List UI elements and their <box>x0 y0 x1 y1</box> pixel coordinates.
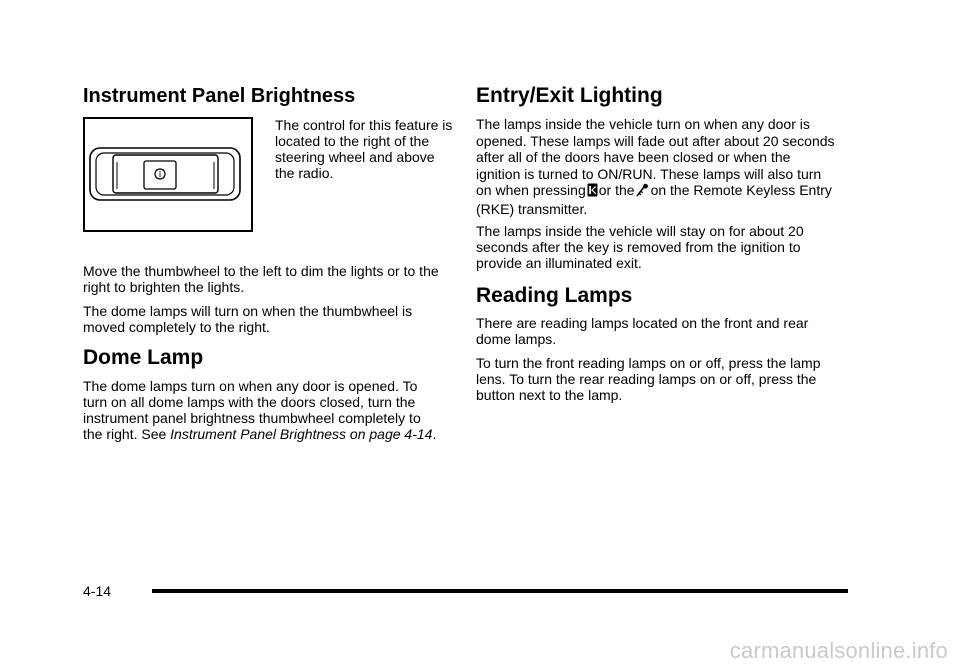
paragraph: The lamps inside the vehicle will stay on for about 20 seconds after the key is removed from the ignition to provide an illuminated exit. <box>476 223 804 271</box>
paragraph-text: The lamps inside the vehicle turn on when any door is opened. These lamps will fade out after about 20 seconds after all of the doors have been closed or when the ignition is turned to ON/RUN. These lamps will also turn on when pressing <box>476 116 835 198</box>
section-title-reading-lamps: Reading Lamps <box>476 284 633 307</box>
lock-icon <box>636 183 650 201</box>
paragraph-text: . <box>432 426 437 442</box>
paragraph-text: or the <box>598 182 635 198</box>
footer-rule <box>152 589 848 593</box>
paragraph-text: on the Remote Keyless Entry (RKE) transmitter. <box>476 182 832 217</box>
section-title-instrument-panel-brightness: Instrument Panel Brightness <box>83 85 356 107</box>
paragraph: To turn the front reading lamps on or off, press the lamp lens. To turn the rear reading lamps on or off, press the button next to the lamp. <box>476 355 821 403</box>
thumbwheel-figure <box>83 117 253 232</box>
paragraph: The dome lamps will turn on when the thumbwheel is moved completely to the right. <box>83 303 413 335</box>
paragraph: Move the thumbwheel to the left to dim the lights or to the right to brighten the lights. <box>83 263 439 295</box>
paragraph <box>476 116 838 217</box>
thumbwheel-illustration <box>85 119 251 230</box>
watermark: carmanualsonline.info <box>729 638 948 663</box>
paragraph: There are reading lamps located on the front and rear dome lamps. <box>476 315 809 347</box>
figure-caption: The control for this feature is located to the right of the steering wheel and above the radio. <box>275 117 453 181</box>
cross-reference-link[interactable]: Instrument Panel Brightness on page 4-14 <box>170 426 433 442</box>
unlock-icon <box>587 183 598 201</box>
section-title-entry-exit-lighting: Entry/Exit Lighting <box>476 84 663 107</box>
paragraph-text: The dome lamps turn on when any door is opened. To turn on all dome lamps with the doors closed, turn the instrument panel brightness thumbwheel completely to the right. See <box>83 378 421 442</box>
section-title-dome-lamp: Dome Lamp <box>83 346 204 369</box>
page-number: 4-14 <box>83 583 112 599</box>
paragraph <box>83 378 443 442</box>
